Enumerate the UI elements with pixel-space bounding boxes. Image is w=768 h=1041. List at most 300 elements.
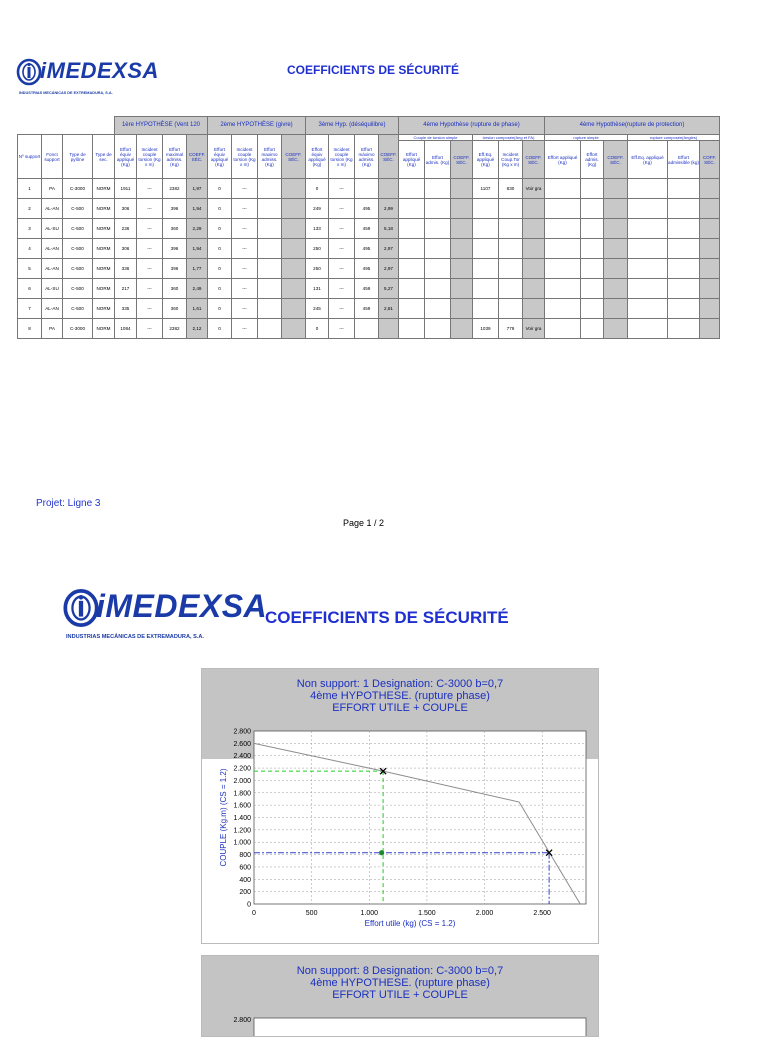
table-cell (499, 279, 523, 299)
table-cell (581, 239, 604, 259)
table-row (18, 199, 720, 219)
table-cell: 335 (115, 299, 137, 319)
table-cell: --- (137, 279, 163, 299)
table-cell: --- (232, 299, 258, 319)
table-cell (473, 239, 499, 259)
y-tick-label: 1.400 (233, 815, 251, 822)
table-cell (258, 199, 282, 219)
y-tick-label: 2.400 (233, 753, 251, 761)
table-cell (451, 299, 473, 319)
table-cell (399, 219, 425, 239)
col-header: Effort admis. (Kg) (425, 141, 451, 179)
table-cell: 1039 (473, 319, 499, 339)
chart-subtitle: 4ème HYPOTHESE. (rupture phase) (310, 977, 490, 989)
col-header: Eff.Eq. appliqué (Kg) (473, 141, 499, 179)
table-cell: 495 (355, 239, 379, 259)
y-tick-label: 2.000 (233, 777, 251, 785)
table-cell (523, 259, 545, 279)
project-label: Projet: Ligne 3 (36, 498, 101, 509)
table-cell (282, 199, 306, 219)
table-cell: 3 (18, 219, 42, 239)
table-cell: 2382 (163, 179, 187, 199)
group-header-5: 4ème Hypothèse(rupture de protection) (545, 117, 720, 135)
table-cell: NORM (93, 199, 115, 219)
table-cell: 360 (163, 219, 187, 239)
chart-title: Non support: 1 Designation: C-3000 b=0,7 (296, 678, 504, 690)
y-tick-label: 2.200 (233, 765, 251, 773)
table-cell (282, 219, 306, 239)
table-cell (604, 219, 628, 239)
table-cell: 396 (163, 259, 187, 279)
table-cell (668, 299, 700, 319)
table-cell: 495 (355, 259, 379, 279)
chart-support-1-svg (202, 669, 598, 943)
table-cell (604, 199, 628, 219)
y-tick-label: 1.800 (233, 790, 251, 798)
table-cell (668, 319, 700, 339)
logo-subtitle: INDUSTRIAS MECÁNICAS DE EXTREMADURA, S.A. (19, 91, 113, 95)
table-cell: 245 (306, 299, 329, 319)
table-cell: 1,61 (187, 299, 208, 319)
table-cell (700, 199, 720, 219)
table-cell (282, 259, 306, 279)
table-cell: 459 (355, 299, 379, 319)
table-cell: C-500 (63, 199, 93, 219)
table-cell (668, 259, 700, 279)
logo-name: iMEDEXSA (40, 58, 159, 83)
table-cell (425, 239, 451, 259)
table-cell: 236 (115, 219, 137, 239)
col-header: Incident couple torsion (Kg x m) (329, 135, 355, 179)
col-header: COEFF. SÉC. (604, 141, 628, 179)
table-cell: NORM (93, 179, 115, 199)
table-cell: 360 (163, 299, 187, 319)
table-cell (258, 179, 282, 199)
safety-coefficients-table (17, 116, 720, 339)
chart-support-8-svg (202, 956, 598, 1036)
table-cell (282, 239, 306, 259)
table-cell (473, 299, 499, 319)
table-cell (581, 299, 604, 319)
table-row (18, 179, 720, 199)
table-cell: 1,97 (187, 179, 208, 199)
table-cell (545, 179, 581, 199)
table-cell (668, 279, 700, 299)
table-cell (523, 239, 545, 259)
col-header: Effort appliqué (Kg) (399, 141, 425, 179)
table-cell: C-3000 (63, 179, 93, 199)
table-cell (700, 279, 720, 299)
y-tick-label: 400 (239, 876, 251, 884)
table-cell: 217 (115, 279, 137, 299)
table-cell (604, 239, 628, 259)
table-cell: 1 (18, 179, 42, 199)
x-tick-label: 2.500 (533, 910, 551, 917)
company-logo (62, 586, 268, 648)
group-header-3: 3ème Hyp. (déséquilibre) (306, 117, 399, 135)
logo-subtitle: INDUSTRIAS MECÁNICAS DE EXTREMADURA, S.A. (66, 634, 204, 640)
table-cell (379, 179, 399, 199)
table-cell (499, 239, 523, 259)
table-cell: --- (329, 219, 355, 239)
y-tick-label: 2.800 (233, 728, 251, 736)
table-cell: 0 (208, 219, 232, 239)
table-cell (668, 239, 700, 259)
table-cell (451, 179, 473, 199)
group-header-1: 1ère HYPOTHÈSE (Vent 120 (115, 117, 208, 135)
table-cell: --- (232, 259, 258, 279)
table-cell: 830 (499, 179, 523, 199)
x-axis-label: Effort utile (kg) (CS = 1.2) (364, 919, 456, 928)
table-cell (668, 179, 700, 199)
x-tick-label: 2.000 (475, 910, 494, 917)
table-cell (425, 279, 451, 299)
table-cell (700, 179, 720, 199)
table-cell: 2,99 (379, 199, 399, 219)
table-cell: --- (329, 259, 355, 279)
table-cell: --- (137, 299, 163, 319)
col-header-num-support: Nº support (18, 135, 42, 179)
table-cell: 0 (306, 319, 329, 339)
table-cell: --- (137, 319, 163, 339)
table-cell (545, 199, 581, 219)
col-header: Incident couple torsion (Kg x m) (137, 135, 163, 179)
table-cell: --- (137, 219, 163, 239)
table-cell: 1,94 (187, 199, 208, 219)
col-header: COEFF. SÉC. (282, 135, 306, 179)
table-cell (451, 199, 473, 219)
page-title: COEFFICIENTS DE SÉCURITÉ (287, 63, 460, 77)
table-cell (628, 299, 668, 319)
table-cell (628, 239, 668, 259)
table-cell: AL-SU (42, 219, 63, 239)
col-header: Effort admissible (kg) (668, 141, 700, 179)
table-cell: 2,29 (187, 219, 208, 239)
table-cell: PA (42, 319, 63, 339)
table-cell: Voir gra (523, 319, 545, 339)
table-cell: 249 (306, 199, 329, 219)
table-cell (425, 199, 451, 219)
table-cell (499, 219, 523, 239)
table-cell: --- (137, 259, 163, 279)
table-cell (379, 319, 399, 339)
col-header: COEFF. SÉC. (523, 141, 545, 179)
point-dot-marker (379, 850, 384, 855)
table-cell (545, 299, 581, 319)
table-cell: 0 (208, 199, 232, 219)
table-cell: 0 (306, 179, 329, 199)
table-cell: NORM (93, 259, 115, 279)
table-cell: 7 (18, 299, 42, 319)
y-tick-label: 0 (247, 901, 251, 909)
table-cell: 1911 (115, 179, 137, 199)
table-cell: 0 (208, 319, 232, 339)
table-cell: 0 (208, 259, 232, 279)
y-tick-label: 600 (239, 864, 251, 872)
col-header: Effort máximo admiss. (Kg) (355, 135, 379, 179)
chart-title: Non support: 8 Designation: C-3000 b=0,7 (296, 965, 504, 977)
table-cell (473, 279, 499, 299)
table-cell: 779 (499, 319, 523, 339)
table-cell (545, 239, 581, 259)
col-header: Effort admis. (Kg) (581, 141, 604, 179)
table-cell (628, 319, 668, 339)
col-header: Effort équiv appliqué (Kg) (208, 135, 232, 179)
table-cell: 1,94 (187, 239, 208, 259)
table-cell (700, 239, 720, 259)
table-cell: 306 (115, 199, 137, 219)
table-cell (604, 279, 628, 299)
table-row (18, 239, 720, 259)
table-cell (425, 219, 451, 239)
table-cell: NORM (93, 299, 115, 319)
col-header: COEFF. SÉC. (379, 135, 399, 179)
table-cell (399, 179, 425, 199)
table-cell (282, 299, 306, 319)
table-cell: 1084 (115, 319, 137, 339)
table-cell (282, 179, 306, 199)
chart-support-1 (201, 668, 599, 944)
table-cell (581, 259, 604, 279)
table-cell: 133 (306, 219, 329, 239)
table-cell: --- (329, 179, 355, 199)
table-cell (399, 319, 425, 339)
table-cell: 2,12 (187, 319, 208, 339)
subgroup-header: torsion composée(Ang et FA) (473, 135, 545, 141)
table-cell (258, 259, 282, 279)
table-cell (258, 239, 282, 259)
table-cell (355, 179, 379, 199)
y-tick-label: 1.000 (233, 839, 251, 847)
logo-emblem-icon (16, 58, 42, 86)
table-cell (499, 199, 523, 219)
col-header: Effort maximal admiss. (Kg) (163, 135, 187, 179)
table-cell: --- (232, 279, 258, 299)
subgroup-header: rupture simple (545, 135, 628, 141)
table-cell (700, 219, 720, 239)
table-cell: 0 (208, 239, 232, 259)
col-header-fonct-support: Fonct support (42, 135, 63, 179)
table-cell (581, 319, 604, 339)
table-cell (425, 299, 451, 319)
table-cell (451, 319, 473, 339)
table-cell: Voir gra (523, 179, 545, 199)
table-cell: --- (329, 199, 355, 219)
table-row (18, 299, 720, 319)
table-cell (399, 259, 425, 279)
table-cell (700, 299, 720, 319)
table-cell: --- (329, 239, 355, 259)
table-cell (668, 199, 700, 219)
table-cell: --- (232, 199, 258, 219)
table-cell (668, 219, 700, 239)
col-header: Eff.Eq. appliqué (Kg) (628, 141, 668, 179)
table-cell: 2,97 (379, 239, 399, 259)
table-cell (451, 219, 473, 239)
x-tick-label: 1.500 (418, 910, 436, 917)
table-cell: 2,49 (187, 279, 208, 299)
table-cell (451, 259, 473, 279)
group-header-4: 4ème Hypothèse (rupture de phase) (399, 117, 545, 135)
table-cell (604, 179, 628, 199)
table-cell (399, 199, 425, 219)
table-cell (523, 279, 545, 299)
y-tick-label: 1.600 (233, 802, 251, 810)
table-cell: C-500 (63, 259, 93, 279)
table-cell (523, 199, 545, 219)
table-cell: AL-AN (42, 259, 63, 279)
table-cell (545, 259, 581, 279)
table-cell: 396 (163, 239, 187, 259)
col-header: Effort maximo admiss. (Kg) (258, 135, 282, 179)
table-cell: AL-AN (42, 299, 63, 319)
table-cell: NORM (93, 319, 115, 339)
table-row (18, 319, 720, 339)
table-cell: 2,97 (379, 259, 399, 279)
table-cell: 0 (208, 299, 232, 319)
table-cell (258, 299, 282, 319)
col-header: Effort équiv appliqué (Kg) (115, 135, 137, 179)
table-cell: PA (42, 179, 63, 199)
table-cell: 336 (115, 259, 137, 279)
col-header: Effort appliqué (Kg) (545, 141, 581, 179)
y-tick-label: 800 (239, 852, 251, 860)
table-body (18, 179, 720, 339)
table-cell (581, 179, 604, 199)
table-cell: 0 (208, 179, 232, 199)
table-cell: --- (232, 219, 258, 239)
col-header: Incident Coup.Tor (Kg x m) (499, 141, 523, 179)
table-cell (545, 219, 581, 239)
col-header-type-sec: Type de sec. (93, 135, 115, 179)
table-cell: C-500 (63, 239, 93, 259)
table-cell (399, 239, 425, 259)
table-cell (258, 219, 282, 239)
table-cell (628, 199, 668, 219)
table-cell: 495 (355, 199, 379, 219)
table-cell: --- (329, 299, 355, 319)
table-cell: NORM (93, 279, 115, 299)
table-cell: 459 (355, 219, 379, 239)
table-cell: 396 (163, 199, 187, 219)
table-cell: 4 (18, 239, 42, 259)
table-cell: 360 (163, 279, 187, 299)
col-header: Effort équiv appliqué (Kg) (306, 135, 329, 179)
table-cell: --- (329, 319, 355, 339)
table-cell (604, 299, 628, 319)
table-cell: 250 (306, 259, 329, 279)
table-cell: C-500 (63, 279, 93, 299)
page-number: Page 1 / 2 (343, 518, 385, 528)
table-cell: 6 (18, 279, 42, 299)
table-cell: AL-SU (42, 279, 63, 299)
table-cell (545, 279, 581, 299)
subgroup-header: Couple de torsion simple (399, 135, 473, 141)
table-cell: 5 (18, 259, 42, 279)
table-cell (581, 279, 604, 299)
chart-subtitle: 4ème HYPOTHESE. (rupture phase) (310, 690, 490, 702)
table-cell: C-500 (63, 219, 93, 239)
table-cell: --- (232, 179, 258, 199)
table-cell: 459 (355, 279, 379, 299)
table-cell: --- (232, 239, 258, 259)
table-cell: --- (329, 279, 355, 299)
table-cell (499, 299, 523, 319)
table-cell (604, 259, 628, 279)
table-cell (700, 319, 720, 339)
table-cell: --- (137, 179, 163, 199)
page-title: COEFFICIENTS DE SÉCURITÉ (265, 608, 509, 627)
table-cell: 0 (208, 279, 232, 299)
table-cell (355, 319, 379, 339)
table-cell: 2,81 (379, 299, 399, 319)
table-cell: --- (137, 199, 163, 219)
table-cell: NORM (93, 219, 115, 239)
table-cell: C-500 (63, 299, 93, 319)
y-axis-label: COUPLE (Kg.m) (CS = 1.2) (219, 768, 228, 867)
table-row (18, 219, 720, 239)
y-tick-label: 2.600 (233, 740, 251, 748)
table-cell (282, 319, 306, 339)
table-cell (628, 179, 668, 199)
y-tick-label: 2.800 (233, 1017, 251, 1024)
chart-subtitle-2: EFFORT UTILE + COUPLE (332, 989, 468, 1001)
table-cell: --- (137, 239, 163, 259)
chart-support-8 (201, 955, 599, 1037)
table-cell (399, 279, 425, 299)
table-cell (700, 259, 720, 279)
table-row (18, 259, 720, 279)
table-cell: 250 (306, 239, 329, 259)
col-header: COEFF. SÉC. (451, 141, 473, 179)
col-header: COFF. SÉC. (700, 141, 720, 179)
table-cell (523, 299, 545, 319)
table-cell (473, 219, 499, 239)
x-tick-label: 500 (305, 910, 318, 917)
table-cell: 8 (18, 319, 42, 339)
y-tick-label: 200 (239, 889, 251, 897)
table-cell (628, 219, 668, 239)
table-cell: 5,27 (379, 279, 399, 299)
table-cell (628, 279, 668, 299)
table-cell: 2382 (163, 319, 187, 339)
table-cell (473, 199, 499, 219)
table-cell (581, 199, 604, 219)
x-tick-label: 1.000 (360, 910, 379, 917)
table-cell (399, 299, 425, 319)
page-2 (0, 548, 768, 1024)
table-cell (425, 179, 451, 199)
table-cell (425, 319, 451, 339)
table-cell (581, 219, 604, 239)
table-cell (282, 279, 306, 299)
table-cell: AL-AN (42, 239, 63, 259)
table-cell (604, 319, 628, 339)
chart-subtitle-2: EFFORT UTILE + COUPLE (332, 702, 468, 714)
table-cell (499, 259, 523, 279)
plot-area (254, 1018, 586, 1036)
table-cell (258, 319, 282, 339)
table-cell: --- (232, 319, 258, 339)
table-cell (523, 219, 545, 239)
table-cell: 2 (18, 199, 42, 219)
company-logo (16, 56, 159, 100)
table-cell: 5,18 (379, 219, 399, 239)
table-cell (451, 279, 473, 299)
logo-emblem-icon (62, 588, 100, 628)
logo-name: iMEDEXSA (96, 588, 268, 624)
col-header-type-pylone: Type de pylône (63, 135, 93, 179)
